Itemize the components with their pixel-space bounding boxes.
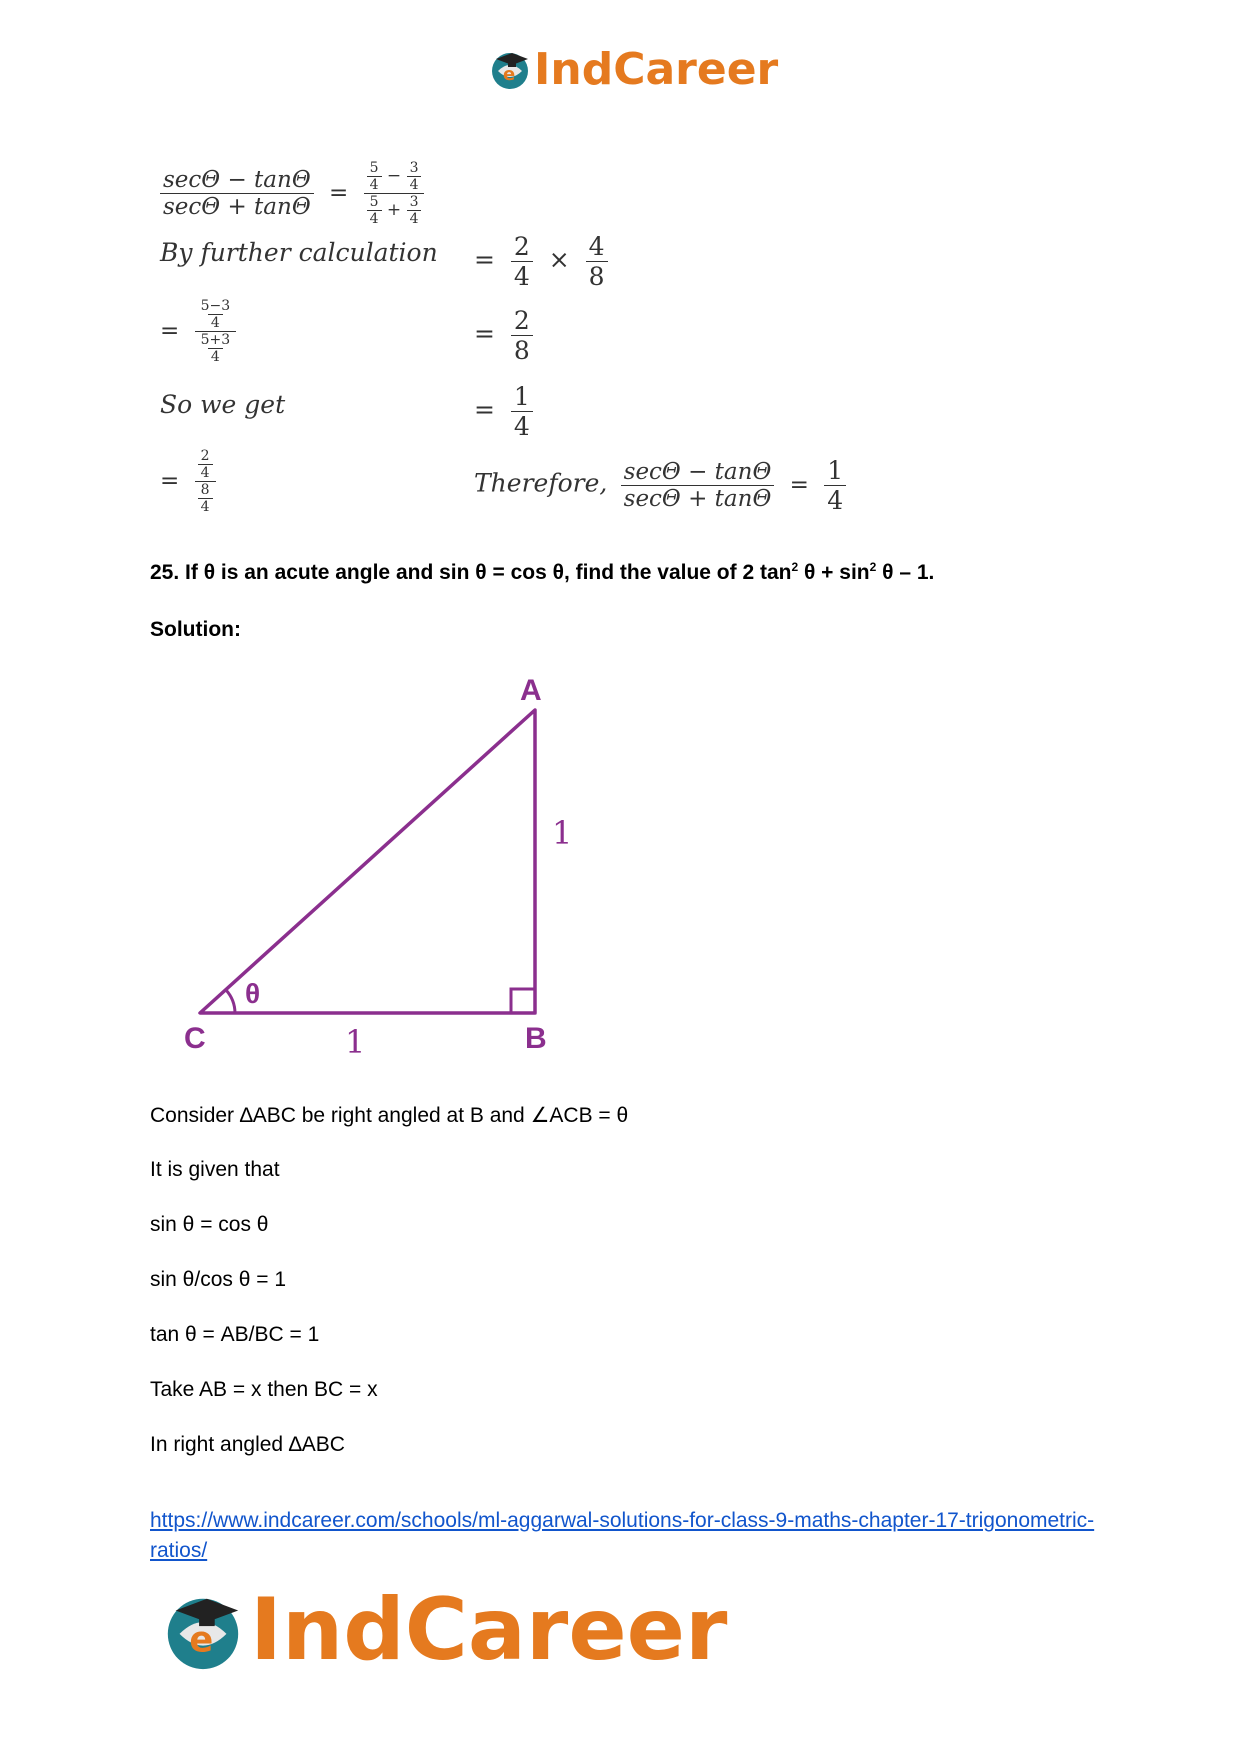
question-25	[150, 560, 934, 585]
r1-a-num: 2	[513, 232, 530, 261]
svg-text:e: e	[503, 64, 516, 85]
substituted-fraction: $\frac{5}{4}$ − $\frac{3}{4}$ $\frac{5}{4}$ + $\frac{3}{4}$	[364, 160, 425, 227]
so-we-get-text: So we get	[160, 390, 286, 419]
f2-den-a: 4	[367, 210, 382, 227]
ratio-expression: $\frac{\sec\Theta - \tan\Theta}{\sec\Theta + \tan\Theta}$ = $\frac{5}{4}$ − $\frac{3}{4}$ $\frac{5}{4}$ + $\frac{3}{4}$	[160, 160, 424, 227]
step2-num-bot: 4	[198, 464, 213, 481]
f1-num-b: 3	[409, 160, 419, 176]
final-expression: Therefore, $\frac{\sec\Theta - \tan\Theta}{\sec\Theta + \tan\Theta}$ = $\frac{1}{4}$	[474, 456, 846, 515]
step1-num-top: 5−3	[200, 298, 231, 314]
source-link[interactable]: https://www.indcareer.com/schools/ml-aggarwal-solutions-for-class-9-maths-chapter-17-trigonometric-ratios/	[150, 1509, 1095, 1562]
step1-expression: = $\frac{\frac{5-3}{4}}{\frac{5+3}{4}}$	[160, 298, 236, 365]
solution-label: Solution:	[150, 618, 241, 641]
question-sup-2: 2	[869, 560, 877, 574]
result-3: = $\frac{1}{4}$	[474, 382, 533, 441]
svg-text:e: e	[189, 1619, 214, 1661]
final-ratio-denominator: secΘ + tanΘ	[621, 485, 775, 512]
by-further-text: By further calculation	[160, 238, 438, 267]
f2-num-b: 3	[409, 194, 419, 210]
angle-arc	[226, 990, 235, 1013]
solution-line-1: Consider ∆ABC be right angled at B and ∠ACB = θ	[150, 1104, 629, 1127]
question-sup-1: 2	[791, 560, 799, 574]
therefore-text: Therefore,	[474, 468, 608, 498]
brand-logo-top	[488, 40, 778, 98]
side-bc-label: 1	[345, 1023, 366, 1060]
side-ab-label: 1	[552, 814, 573, 852]
solution-line-5: tan θ = AB/BC = 1	[150, 1323, 320, 1346]
right-angle-marker	[511, 989, 535, 1013]
step2-expression: = $\frac{\frac{2}{4}}{\frac{8}{4}}$	[160, 448, 216, 515]
result-1: = $\frac{2}{4}$ × $\frac{4}{8}$	[474, 232, 608, 291]
result-2: = $\frac{2}{8}$	[474, 306, 533, 365]
solution-line-4: sin θ/cos θ = 1	[150, 1268, 286, 1291]
brand-name-bottom: IndCareer	[250, 1580, 728, 1680]
r1-b-num: 4	[588, 232, 605, 261]
final-num: 1	[827, 456, 844, 485]
graduation-book-icon	[160, 1587, 246, 1673]
f2-den-b: 4	[407, 210, 422, 227]
solution-line-2: It is given that	[150, 1158, 280, 1181]
final-den: 4	[824, 485, 846, 515]
question-text-b: θ + sin	[798, 561, 870, 584]
f1-den-b: 4	[407, 176, 422, 193]
f1-den-a: 4	[367, 176, 382, 193]
angle-theta-label: θ	[245, 978, 261, 1009]
f1-num-a: 5	[369, 160, 379, 176]
step1-num-bot: 4	[208, 314, 223, 331]
ratio-fraction	[160, 167, 314, 220]
r1-b-den: 8	[586, 261, 608, 291]
r1-a-den: 4	[511, 261, 533, 291]
graduation-book-icon	[488, 47, 532, 91]
vertex-c-label: C	[184, 1022, 206, 1055]
vertex-a-label: A	[520, 674, 542, 707]
question-text-a: 25. If θ is an acute angle and sin θ = cos θ, find the value of 2 tan	[150, 561, 792, 584]
step1-den-top: 5+3	[200, 332, 231, 348]
triangle-abc	[200, 710, 535, 1013]
r2-num: 2	[513, 306, 530, 335]
triangle-diagram	[180, 670, 600, 1060]
final-ratio-numerator: secΘ − tanΘ	[623, 459, 772, 485]
r3-den: 4	[511, 411, 533, 441]
solution-line-6: Take AB = x then BC = x	[150, 1378, 378, 1401]
step1-den-bot: 4	[208, 348, 223, 365]
ratio-numerator: secΘ − tanΘ	[163, 167, 311, 193]
step2-den-top: 8	[200, 482, 210, 498]
r3-num: 1	[513, 382, 530, 411]
question-text-c: θ – 1.	[876, 561, 935, 584]
step2-num-top: 2	[200, 448, 210, 464]
brand-logo-bottom	[160, 1580, 727, 1680]
f2-num-a: 5	[369, 194, 379, 210]
brand-name: IndCareer	[534, 43, 779, 95]
step2-den-bot: 4	[198, 498, 213, 515]
vertex-b-label: B	[525, 1022, 547, 1055]
solution-line-3: sin θ = cos θ	[150, 1213, 269, 1236]
r2-den: 8	[511, 335, 533, 365]
ratio-denominator: secΘ + tanΘ	[160, 193, 314, 220]
solution-line-7: In right angled ∆ABC	[150, 1433, 345, 1456]
